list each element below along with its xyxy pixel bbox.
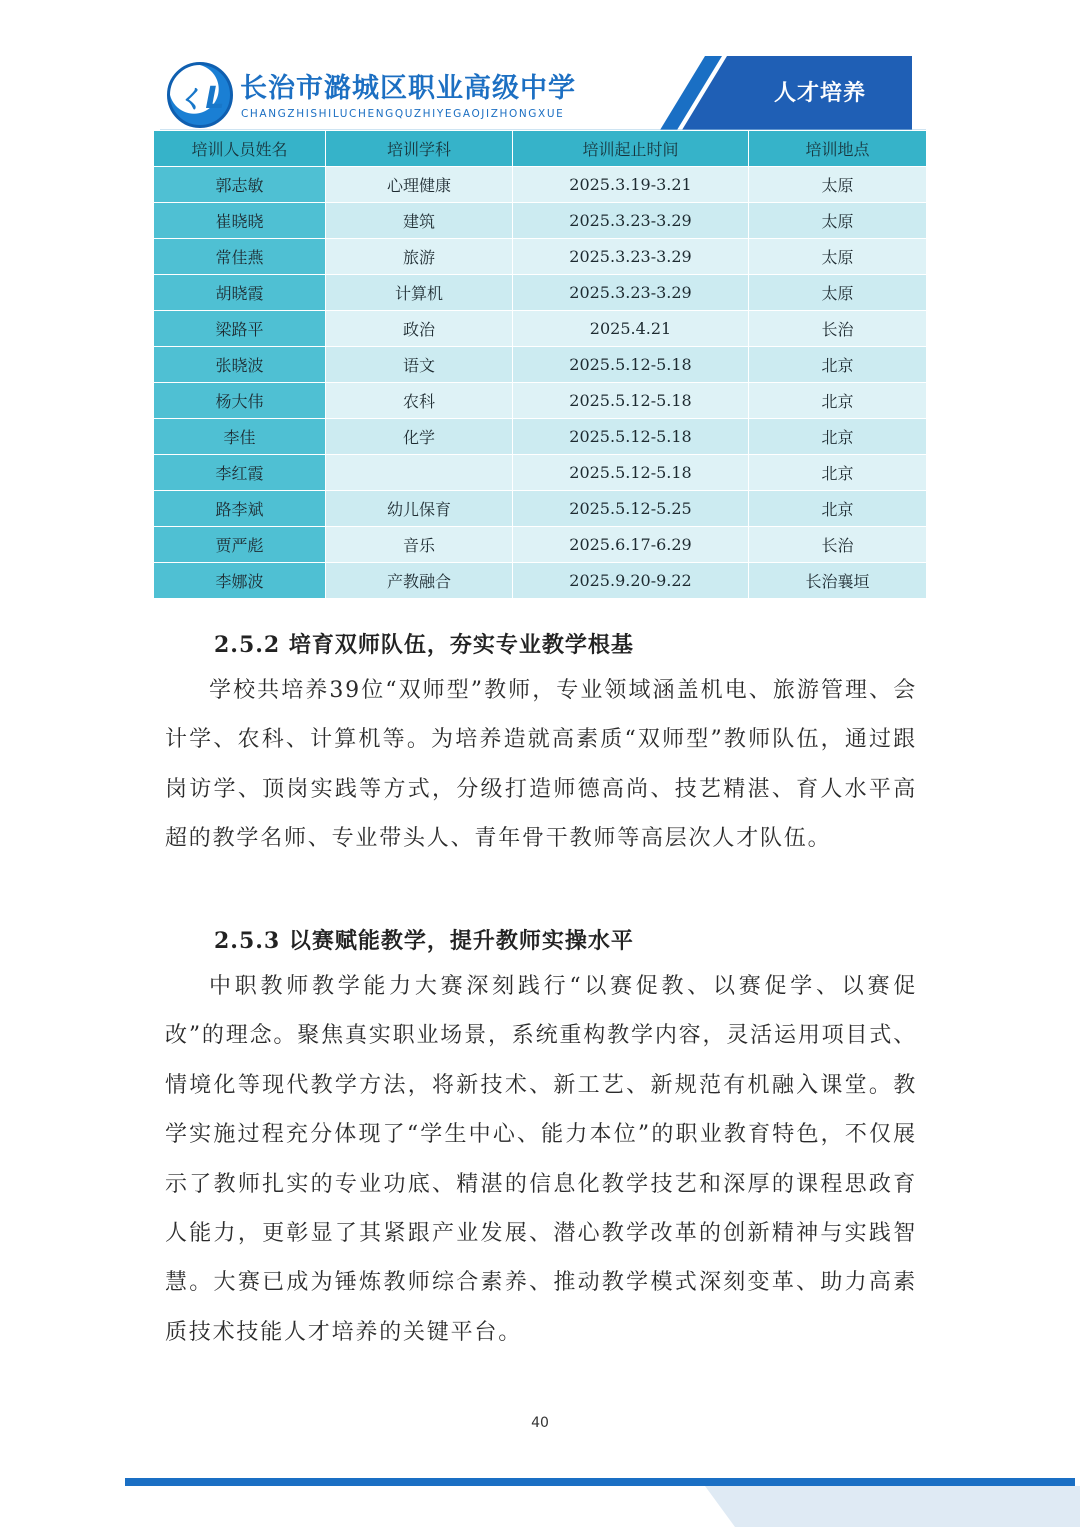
section-heading-2-5-2: 2.5.2 培育双师队伍，夯实专业教学根基 xyxy=(214,632,634,658)
training-period: 2025.3.19-3.21 xyxy=(513,167,749,203)
training-period: 2025.5.12-5.18 xyxy=(513,347,749,383)
school-emblem-icon: ㄑL xyxy=(167,62,233,128)
table-row xyxy=(154,383,927,419)
trainee-name: 郭志敏 xyxy=(154,167,326,203)
training-location: 太原 xyxy=(749,239,927,275)
table-row xyxy=(154,167,927,203)
training-location: 北京 xyxy=(749,347,927,383)
footer-decoration xyxy=(0,1470,1080,1527)
page-number: 40 xyxy=(531,1415,549,1431)
training-period: 2025.4.21 xyxy=(513,311,749,347)
trainee-name: 贾严彪 xyxy=(154,527,326,563)
trainee-name: 梁路平 xyxy=(154,311,326,347)
training-subject: 幼儿保育 xyxy=(326,491,513,527)
column-header: 培训人员姓名 xyxy=(154,131,326,167)
training-location: 北京 xyxy=(749,455,927,491)
school-pinyin: CHANGZHISHILUCHENGQUZHIYEGAOJIZHONGXUE xyxy=(241,108,565,120)
training-location: 长治襄垣 xyxy=(749,563,927,599)
section-paragraph-2-5-3: 中职教师教学能力大赛深刻践行“以赛促教、以赛促学、以赛促改”的理念。聚焦真实职业场景，系统重构教学内容，灵活运用项目式、情境化等现代教学方法，将新技术、新工艺、新规范有机融入课堂。教学实施过程充分体现了“学生中心、能力本位”的职业教育特色，不仅展示了教师扎实的专业功底、精湛的信息化教学技艺和深厚的课程思政育人能力，更彰显了其紧跟产业发展、潜心教学改革的创新精神与实践智慧。大赛已成为锤炼教师综合素养、推动教学模式深刻变革、助力高素质技术技能人才培养的关键平台。 xyxy=(165,974,917,1345)
table-row xyxy=(154,203,927,239)
training-period: 2025.3.23-3.29 xyxy=(513,203,749,239)
column-header: 培训地点 xyxy=(749,131,927,167)
table-row xyxy=(154,347,927,383)
trainee-name: 胡晓霞 xyxy=(154,275,326,311)
training-period: 2025.5.12-5.18 xyxy=(513,455,749,491)
trainee-name: 李佳 xyxy=(154,419,326,455)
training-location: 长治 xyxy=(749,527,927,563)
training-period: 2025.5.12-5.25 xyxy=(513,491,749,527)
table-row xyxy=(154,455,927,491)
training-location: 北京 xyxy=(749,491,927,527)
table-row xyxy=(154,311,927,347)
training-period: 2025.3.23-3.29 xyxy=(513,275,749,311)
column-header: 培训学科 xyxy=(326,131,513,167)
section-tab-label: 人才培养 xyxy=(773,81,866,106)
training-subject: 音乐 xyxy=(326,527,513,563)
training-subject: 化学 xyxy=(326,419,513,455)
training-subject: 建筑 xyxy=(326,203,513,239)
section-paragraph-2-5-2: 学校共培养39位“双师型”教师，专业领域涵盖机电、旅游管理、会计学、农科、计算机等。为培养造就高素质“双师型”教师队伍，通过跟岗访学、顶岗实践等方式，分级打造师德高尚、技艺精湛、育人水平高超的教学名师、专业带头人、青年骨干教师等高层次人才队伍。 xyxy=(165,678,917,852)
training-table xyxy=(153,130,927,599)
trainee-name: 常佳燕 xyxy=(154,239,326,275)
training-location: 北京 xyxy=(749,383,927,419)
training-subject: 心理健康 xyxy=(326,167,513,203)
table-row xyxy=(154,419,927,455)
training-location: 长治 xyxy=(749,311,927,347)
trainee-name: 崔晓晓 xyxy=(154,203,326,239)
training-location: 太原 xyxy=(749,275,927,311)
training-subject: 政治 xyxy=(326,311,513,347)
school-name: 长治市潞城区职业高级中学 xyxy=(240,73,576,104)
section-heading-2-5-3: 2.5.3 以赛赋能教学，提升教师实操水平 xyxy=(214,928,634,954)
training-location: 太原 xyxy=(749,167,927,203)
training-period: 2025.6.17-6.29 xyxy=(513,527,749,563)
training-period: 2025.5.12-5.18 xyxy=(513,419,749,455)
training-location: 太原 xyxy=(749,203,927,239)
trainee-name: 杨大伟 xyxy=(154,383,326,419)
table-row xyxy=(154,239,927,275)
trainee-name: 李红霞 xyxy=(154,455,326,491)
training-subject: 农科 xyxy=(326,383,513,419)
table-header-row xyxy=(154,131,927,167)
training-location: 北京 xyxy=(749,419,927,455)
training-period: 2025.3.23-3.29 xyxy=(513,239,749,275)
training-subject: 旅游 xyxy=(326,239,513,275)
page-header xyxy=(0,0,1080,135)
training-subject: 语文 xyxy=(326,347,513,383)
table-row xyxy=(154,527,927,563)
training-subject xyxy=(326,455,513,491)
training-subject: 计算机 xyxy=(326,275,513,311)
training-period: 2025.9.20-9.22 xyxy=(513,563,749,599)
table-row xyxy=(154,275,927,311)
trainee-name: 李娜波 xyxy=(154,563,326,599)
training-period: 2025.5.12-5.18 xyxy=(513,383,749,419)
trainee-name: 张晓波 xyxy=(154,347,326,383)
table-row xyxy=(154,563,927,599)
column-header: 培训起止时间 xyxy=(513,131,749,167)
table-row xyxy=(154,491,927,527)
training-subject: 产教融合 xyxy=(326,563,513,599)
trainee-name: 路李斌 xyxy=(154,491,326,527)
